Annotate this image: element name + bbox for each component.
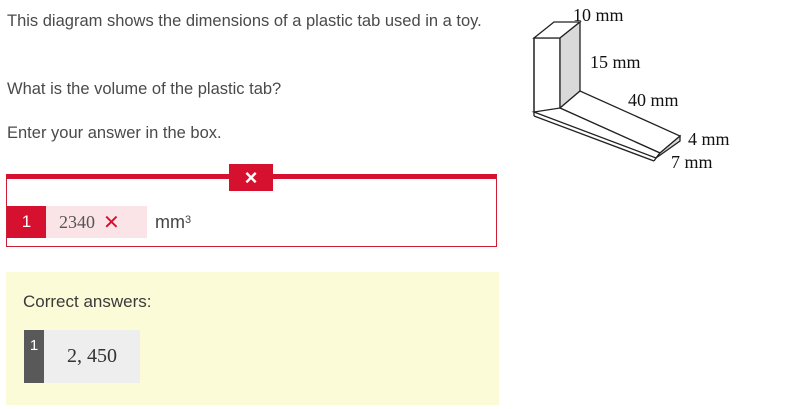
- wrong-status-icon: ×: [229, 164, 273, 191]
- incorrect-icon: ✕: [103, 210, 120, 234]
- unit-exponent: 3: [185, 214, 192, 226]
- dimension-depth: 7 mm: [671, 152, 713, 172]
- question-text-ask: What is the volume of the plastic tab?: [7, 80, 282, 98]
- correct-answer-row: [24, 330, 140, 383]
- correct-answer-number-badge: 1: [24, 330, 44, 383]
- dimension-top-width: 10 mm: [573, 5, 624, 25]
- question-instruction: Enter your answer in the box.: [7, 124, 222, 142]
- correct-answers-title: Correct answers:: [23, 292, 152, 311]
- correct-answers-panel: [6, 272, 499, 405]
- upright-front-face: [534, 38, 560, 112]
- answer-number-badge: 1: [7, 206, 46, 238]
- dimension-height: 15 mm: [590, 52, 641, 72]
- answer-unit: [147, 206, 191, 238]
- answer-value: 2340: [59, 211, 95, 232]
- dimension-thickness: 4 mm: [688, 129, 730, 149]
- answer-input[interactable]: [46, 206, 147, 238]
- base-corner-edge: [654, 158, 656, 161]
- question-text-intro: This diagram shows the dimensions of a plastic tab used in a toy.: [7, 12, 482, 30]
- plastic-tab-diagram: [520, 0, 800, 200]
- correct-answer-value: 2, 450: [44, 330, 140, 383]
- answer-row: [7, 206, 191, 238]
- unit-label: mm: [155, 211, 185, 232]
- dimension-length: 40 mm: [628, 90, 679, 110]
